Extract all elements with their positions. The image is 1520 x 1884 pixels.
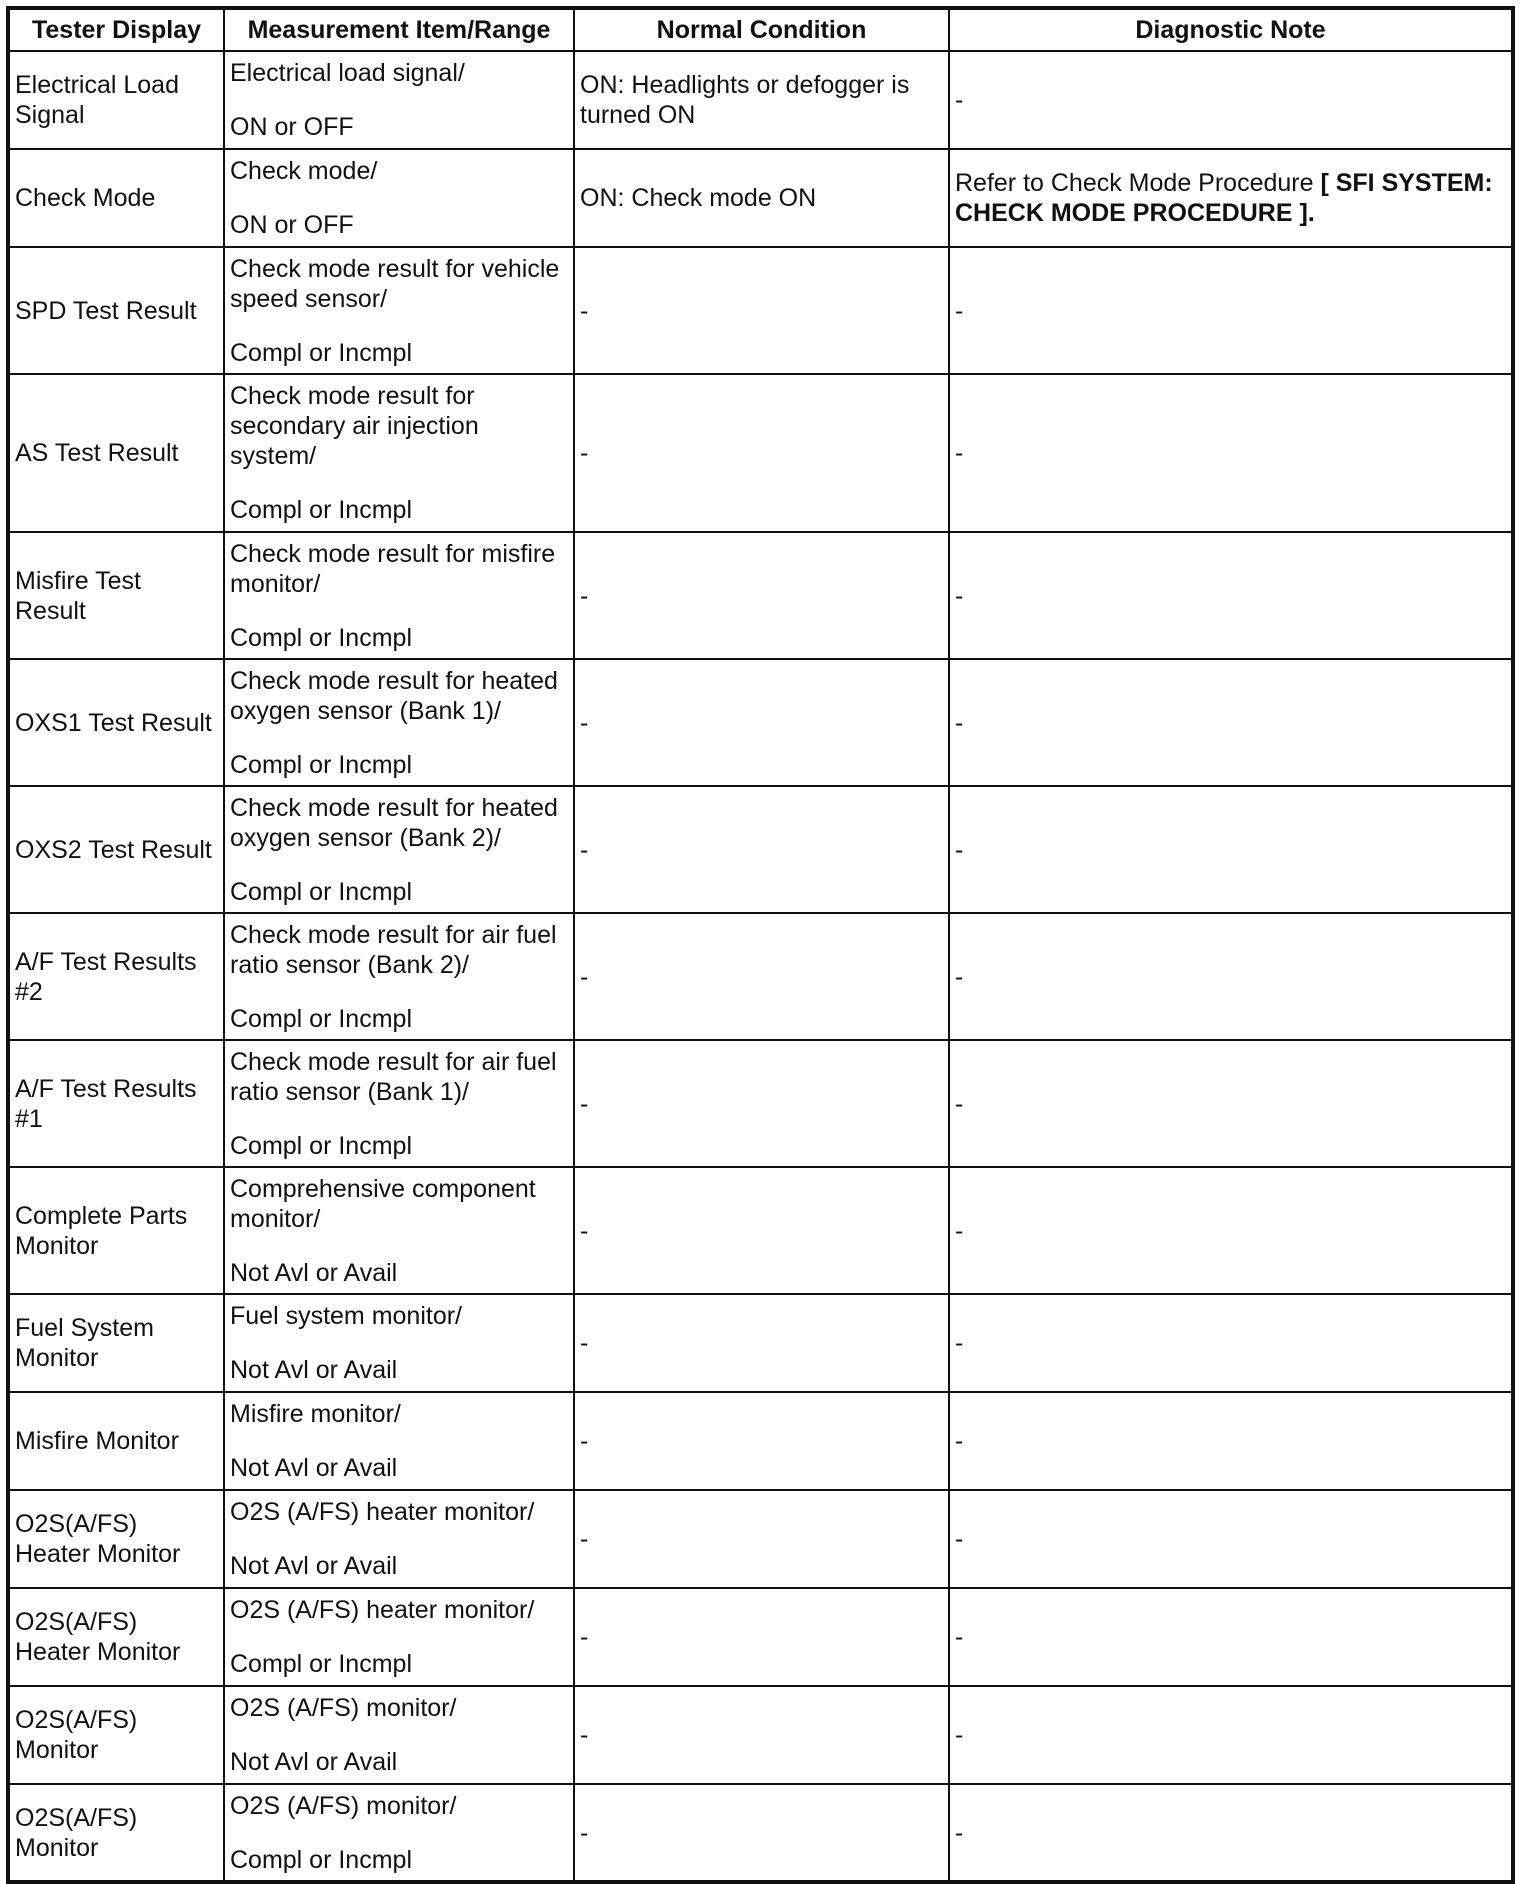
diagnostic-note-cell: - [949,51,1513,149]
table-row [8,1588,1513,1686]
measurement-range: Compl or Incmpl [230,1004,412,1033]
measurement-cell [224,786,574,913]
measurement-range: Compl or Incmpl [230,1650,412,1678]
normal-condition-cell: ON: Headlights or defogger is turned ON [574,51,949,149]
normal-condition-cell: - [574,1686,949,1784]
tester-display-cell: O2S(A/FS) Heater Monitor [8,1490,224,1588]
diagnostic-note-cell: - [949,1294,1513,1392]
tester-display-cell: Fuel System Monitor [8,1294,224,1392]
measurement-cell [224,659,574,786]
tester-display-cell: AS Test Result [8,374,224,532]
measurement-range: Compl or Incmpl [230,877,412,906]
measurement-item: Check mode result for air fuel ratio sensor (Bank 2)/ [230,920,557,979]
measurement-range: Not Avl or Avail [230,1552,398,1580]
measurement-range: Not Avl or Avail [230,1454,398,1482]
normal-condition-cell: - [574,532,949,659]
measurement-item: Check mode result for secondary air injection system/ [230,382,479,470]
normal-condition-cell: - [574,659,949,786]
measurement-range: ON or OFF [230,113,354,141]
measurement-range: Compl or Incmpl [230,1131,412,1160]
header-normal-condition: Normal Condition [574,8,949,51]
table-row [8,532,1513,659]
normal-condition-cell: - [574,1294,949,1392]
measurement-item: Misfire monitor/ [230,1400,401,1428]
measurement-range: ON or OFF [230,211,354,239]
table-row [8,247,1513,374]
note-text: Refer to Check Mode Procedure [955,169,1321,197]
normal-condition-cell: - [574,913,949,1040]
diagnostic-note-cell: - [949,1784,1513,1882]
table-row [8,1392,1513,1490]
tester-display-cell: OXS1 Test Result [8,659,224,786]
table-row [8,913,1513,1040]
diagnostic-note-cell: - [949,913,1513,1040]
measurement-item: Check mode result for heated oxygen sensor (Bank 1)/ [230,666,558,725]
diagnostic-note-cell: - [949,247,1513,374]
measurement-item: Check mode result for heated oxygen sensor (Bank 2)/ [230,793,558,852]
measurement-cell [224,1392,574,1490]
measurement-item: Check mode/ [230,157,378,185]
diagnostic-note-cell: - [949,1167,1513,1294]
diagnostic-note-cell: - [949,1040,1513,1167]
diagnostic-note-cell [949,149,1513,247]
measurement-cell [224,149,574,247]
table-row [8,659,1513,786]
note-period: . [1307,199,1315,227]
measurement-cell [224,1167,574,1294]
measurement-cell [224,532,574,659]
measurement-cell [224,1686,574,1784]
measurement-item: O2S (A/FS) monitor/ [230,1791,457,1820]
normal-condition-cell: - [574,247,949,374]
diagnostic-note-cell: - [949,1392,1513,1490]
normal-condition-cell: ON: Check mode ON [574,149,949,247]
measurement-range: Not Avl or Avail [230,1258,398,1287]
measurement-item: Comprehensive component monitor/ [230,1174,536,1233]
tester-display-cell: O2S(A/FS) Monitor [8,1784,224,1882]
table-row [8,1784,1513,1882]
tester-display-cell: Complete Parts Monitor [8,1167,224,1294]
table-row [8,786,1513,913]
measurement-cell [224,374,574,532]
table-row [8,1686,1513,1784]
measurement-range: Not Avl or Avail [230,1356,398,1384]
header-tester-display: Tester Display [8,8,224,51]
diagnostic-note-cell: - [949,532,1513,659]
measurement-item: Check mode result for air fuel ratio sensor (Bank 1)/ [230,1047,557,1106]
data-list-table [6,6,1515,1884]
tester-display-cell: Misfire Monitor [8,1392,224,1490]
diagnostic-note-cell: - [949,659,1513,786]
normal-condition-cell: - [574,1490,949,1588]
measurement-cell [224,51,574,149]
diagnostic-note-cell: - [949,786,1513,913]
header-row [8,8,1513,51]
normal-condition-cell: - [574,1167,949,1294]
measurement-cell [224,1588,574,1686]
diagnostic-note-cell: - [949,1490,1513,1588]
measurement-item: Fuel system monitor/ [230,1302,463,1330]
normal-condition-cell: - [574,1784,949,1882]
measurement-range: Compl or Incmpl [230,1845,412,1874]
measurement-range: Compl or Incmpl [230,623,412,652]
normal-condition-cell: - [574,1040,949,1167]
tester-display-cell: Check Mode [8,149,224,247]
measurement-item: Check mode result for misfire monitor/ [230,539,556,598]
table-row [8,149,1513,247]
measurement-cell [224,1294,574,1392]
table-row [8,1040,1513,1167]
header-measurement-item: Measurement Item/Range [224,8,574,51]
normal-condition-cell: - [574,374,949,532]
measurement-item: O2S (A/FS) heater monitor/ [230,1596,535,1624]
measurement-item: O2S (A/FS) monitor/ [230,1694,457,1722]
normal-condition-cell: - [574,1588,949,1686]
tester-display-cell: OXS2 Test Result [8,786,224,913]
measurement-cell [224,913,574,1040]
measurement-range: Compl or Incmpl [230,750,412,779]
tester-display-cell: Electrical Load Signal [8,51,224,149]
tester-display-cell: Misfire Test Result [8,532,224,659]
header-diagnostic-note: Diagnostic Note [949,8,1513,51]
measurement-cell [224,1784,574,1882]
diagnostic-note-cell: - [949,1686,1513,1784]
measurement-cell [224,1040,574,1167]
table-row [8,1167,1513,1294]
tester-display-cell: SPD Test Result [8,247,224,374]
table-row [8,374,1513,532]
measurement-item: O2S (A/FS) heater monitor/ [230,1498,535,1526]
table-row [8,51,1513,149]
measurement-item: Check mode result for vehicle speed sensor/ [230,254,560,313]
tester-display-cell: A/F Test Results #1 [8,1040,224,1167]
measurement-cell [224,1490,574,1588]
measurement-cell [224,247,574,374]
normal-condition-cell: - [574,1392,949,1490]
diagnostic-note-cell: - [949,1588,1513,1686]
measurement-item: Electrical load signal/ [230,59,465,87]
tester-display-cell: A/F Test Results #2 [8,913,224,1040]
normal-condition-cell: - [574,786,949,913]
tester-display-cell: O2S(A/FS) Heater Monitor [8,1588,224,1686]
table-row [8,1294,1513,1392]
diagnostic-note-cell: - [949,374,1513,532]
measurement-range: Compl or Incmpl [230,338,412,367]
measurement-range: Not Avl or Avail [230,1748,398,1776]
measurement-range: Compl or Incmpl [230,496,412,524]
tester-display-cell: O2S(A/FS) Monitor [8,1686,224,1784]
procedure-reference-link[interactable]: [ SFI SYSTEM: CHECK MODE PROCEDURE ] [955,169,1493,227]
table-row [8,1490,1513,1588]
